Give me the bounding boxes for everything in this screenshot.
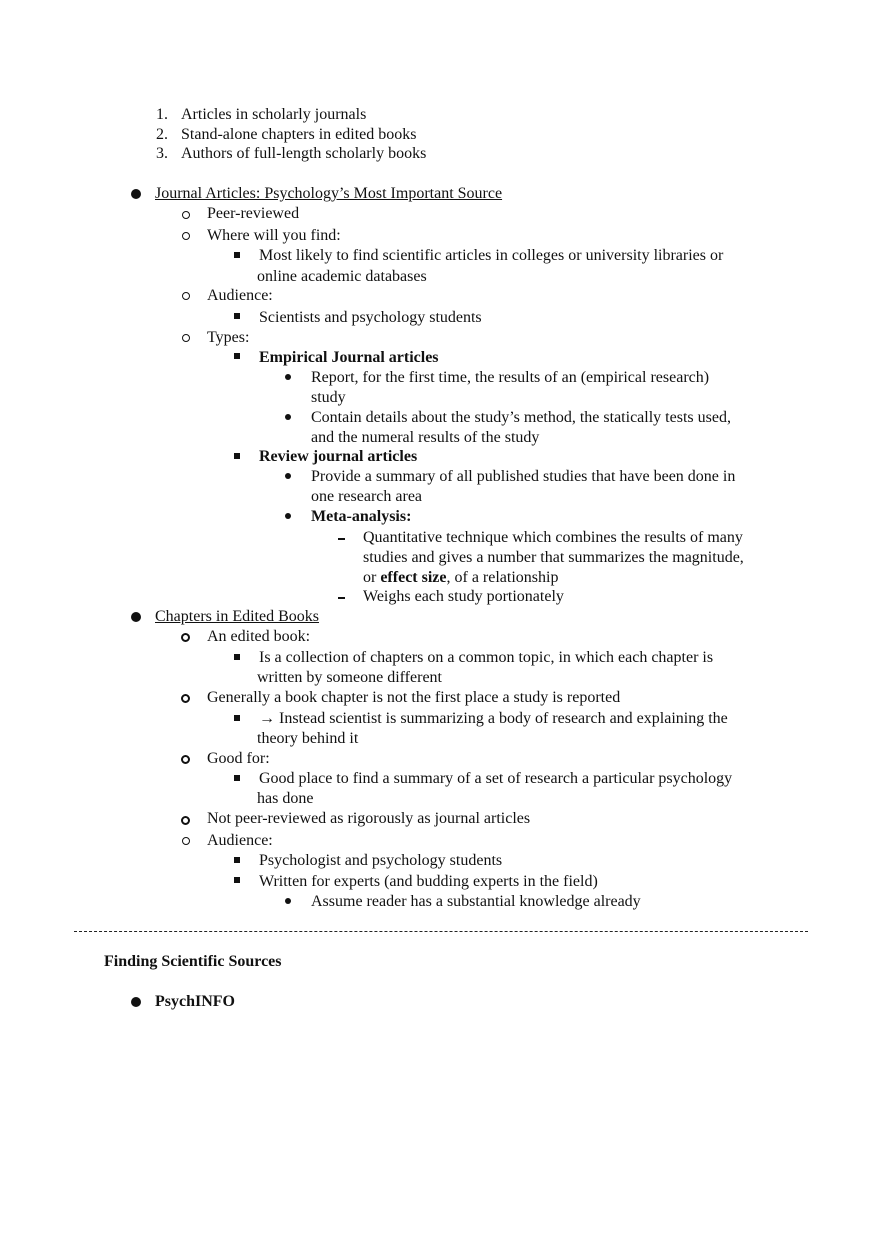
circle-bullet-icon [182,837,190,845]
square-bullet-icon [234,654,240,660]
list-item-continuation: and the numeral results of the study [311,429,540,446]
arrow-right-icon: → [259,710,275,727]
psychinfo-item: PsychINFO [155,993,235,1010]
list-item-continuation: online academic databases [257,268,427,285]
circle-bullet-icon [181,694,190,703]
list-item: Good place to find a summary of a set of research a particular psychology [259,770,733,787]
bullet-dot-icon [131,997,141,1007]
list-number: 2. [156,126,168,143]
list-item: Types: [207,329,250,346]
bullet-dot-icon [131,189,141,199]
small-dot-bullet-icon [285,473,291,479]
review-articles-title: Review journal articles [259,448,418,465]
list-item: Contain details about the study’s method, the statically tests used, [311,409,731,426]
list-item: Scientists and psychology students [259,309,482,326]
meta-analysis-title: Meta-analysis: [311,508,412,525]
circle-bullet-icon [182,232,190,240]
list-item: Stand-alone chapters in edited books [181,126,417,143]
effect-size-term: effect size [380,569,447,586]
circle-bullet-icon [181,633,190,642]
list-item: Audience: [207,287,273,304]
list-item-text: Instead scientist is summarizing a body of research and explaining the [275,710,728,727]
square-bullet-icon [234,252,240,258]
list-item: An edited book: [207,628,311,645]
small-dot-bullet-icon [285,513,291,519]
list-item: Generally a book chapter is not the first place a study is reported [207,689,621,706]
list-item [259,709,728,729]
list-item: Peer-reviewed [207,205,300,222]
list-item: Report, for the first time, the results of an (empirical research) [311,369,710,386]
small-dot-bullet-icon [285,374,291,380]
list-item-continuation [363,568,558,588]
list-item: Not peer-reviewed as rigorously as journal articles [207,810,531,827]
empirical-articles-title: Empirical Journal articles [259,349,439,366]
circle-bullet-icon [182,292,190,300]
list-item: Written for experts (and budding experts in the field) [259,873,598,890]
list-item: Articles in scholarly journals [181,106,367,123]
list-item-continuation: has done [257,790,314,807]
square-bullet-icon [234,877,240,883]
list-item: Psychologist and psychology students [259,852,503,869]
square-bullet-icon [234,775,240,781]
square-bullet-icon [234,313,240,319]
section-separator [74,931,808,932]
list-item: Most likely to find scientific articles in colleges or university libraries or [259,247,724,264]
dash-bullet-icon [338,597,345,599]
list-item-continuation: studies and gives a number that summarizes the magnitude, [363,549,744,566]
finding-sources-heading: Finding Scientific Sources [104,953,282,970]
list-item-continuation: written by someone different [257,669,442,686]
list-item-continuation: study [311,389,346,406]
journal-articles-heading: Journal Articles: Psychology’s Most Important Source [155,185,503,202]
circle-bullet-icon [182,211,190,219]
bullet-dot-icon [131,612,141,622]
circle-bullet-icon [181,816,190,825]
list-item-continuation: one research area [311,488,423,505]
list-item-continuation: theory behind it [257,730,359,747]
circle-bullet-icon [182,334,190,342]
square-bullet-icon [234,453,240,459]
meta-text-prefix: or [363,569,381,586]
list-number: 3. [156,145,168,162]
list-item: Good for: [207,750,270,767]
circle-bullet-icon [181,755,190,764]
small-dot-bullet-icon [285,898,291,904]
square-bullet-icon [234,353,240,359]
list-item: Is a collection of chapters on a common topic, in which each chapter is [259,649,714,666]
list-item: Provide a summary of all published studies that have been done in [311,468,736,485]
list-item: Authors of full-length scholarly books [181,145,427,162]
list-number: 1. [156,106,168,123]
list-item: Assume reader has a substantial knowledge already [311,893,641,910]
list-item: Audience: [207,832,273,849]
small-dot-bullet-icon [285,414,291,420]
list-item: Weighs each study portionately [363,588,564,605]
list-item: Quantitative technique which combines the results of many [363,529,743,546]
dash-bullet-icon [338,538,345,540]
square-bullet-icon [234,715,240,721]
square-bullet-icon [234,857,240,863]
meta-text-suffix: , of a relationship [446,569,559,586]
list-item: Where will you find: [207,227,341,244]
chapters-heading: Chapters in Edited Books [155,608,319,625]
